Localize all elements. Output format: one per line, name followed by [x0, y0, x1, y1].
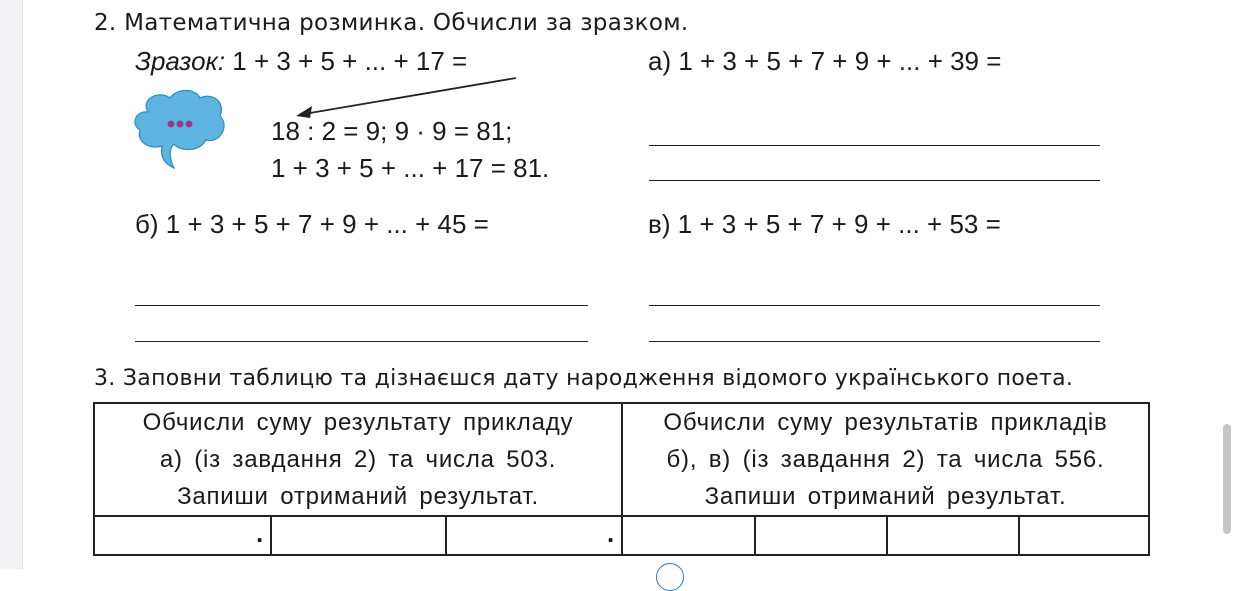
table-cell-border	[1018, 515, 1020, 554]
table-cell-border	[270, 515, 272, 554]
page-marker-circle	[656, 563, 684, 591]
scrollbar-thumb[interactable]	[1223, 424, 1231, 534]
table-divider	[621, 404, 623, 554]
table-left-header-line: Обчисли суму результату прикладу	[142, 409, 574, 436]
task2-heading: 2. Математична розминка. Обчисли за зразком.	[94, 10, 689, 36]
part-v-expression: в) 1 + 3 + 5 + 7 + 9 + ... + 53 =	[648, 209, 1001, 239]
sample-calc-line1: 18 : 2 = 9; 9 · 9 = 81;	[271, 116, 513, 146]
table-cell-border	[445, 515, 447, 554]
part-b-expression: б) 1 + 3 + 5 + 7 + 9 + ... + 45 =	[135, 209, 489, 239]
part-a-expression: а) 1 + 3 + 5 + 7 + 9 + ... + 39 =	[648, 46, 1002, 76]
answer-line	[649, 180, 1100, 181]
page-left-margin	[0, 0, 23, 569]
table-left-header	[95, 404, 621, 515]
task3-heading: 3. Заповни таблицю та дізнаєшся дату народження відомого українського поета.	[94, 366, 1074, 391]
answer-line	[649, 145, 1100, 146]
table-left-header-line: Запиши отриманий результат.	[177, 483, 539, 510]
answer-line	[649, 305, 1100, 306]
table-row-divider	[95, 515, 1148, 517]
thought-cloud-icon	[130, 86, 230, 176]
table-right-header-line: Обчисли суму результатів прикладів	[663, 409, 1108, 436]
answer-line	[649, 341, 1100, 342]
table-left-header-line: а) (із завдання 2) та числа 503.	[159, 446, 557, 473]
sample-label: Зразок:	[135, 46, 226, 76]
answer-table	[93, 402, 1150, 556]
date-separator-dot: .	[256, 518, 264, 548]
sample-expression: 1 + 3 + 5 + ... + 17 =	[232, 46, 468, 76]
answer-line	[135, 305, 588, 306]
table-right-header-line: б), в) (із завдання 2) та числа 556.	[666, 446, 1105, 473]
sample-line	[135, 46, 467, 77]
table-cell-border	[886, 515, 888, 554]
table-right-header	[623, 404, 1148, 515]
table-cell-border	[754, 515, 756, 554]
date-separator-dot: .	[607, 518, 615, 548]
table-right-header-line: Запиши отриманий результат.	[704, 483, 1067, 510]
sample-calc-line2: 1 + 3 + 5 + ... + 17 = 81.	[271, 153, 550, 183]
answer-line	[135, 341, 588, 342]
